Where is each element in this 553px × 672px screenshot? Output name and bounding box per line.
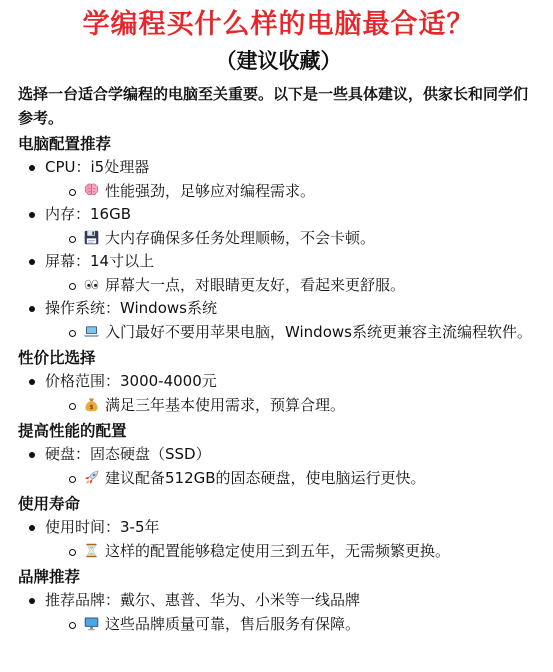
- bullet-dot-icon: [29, 452, 35, 458]
- section-heading: 性价比选择: [18, 349, 96, 367]
- sub-list-item: [69, 321, 539, 345]
- item-label: 推荐品牌：戴尔、惠普、华为、小米等一线品牌: [45, 591, 361, 609]
- money-bag-icon: [83, 396, 100, 413]
- sub-item-text: 入门最好不要用苹果电脑，Windows系统更兼容主流编程软件。: [105, 322, 532, 341]
- list-item: [29, 516, 539, 563]
- page-subtitle: （建议收藏）: [215, 49, 342, 73]
- sub-list: [45, 467, 539, 491]
- bullet-circle-icon: [69, 189, 76, 196]
- svg-text:$: $: [89, 403, 94, 411]
- bullet-circle-icon: [69, 549, 76, 556]
- desktop-computer-icon: [83, 615, 100, 632]
- list-item: [29, 297, 539, 344]
- hourglass-icon: [83, 542, 100, 559]
- sub-list: [45, 321, 539, 345]
- floppy-disk-icon: [83, 229, 100, 246]
- sub-list-item: [69, 613, 539, 637]
- item-label: 操作系统：Windows系统: [45, 299, 217, 317]
- bullet-dot-icon: [29, 379, 35, 385]
- brain-icon: [83, 182, 100, 199]
- bullet-dot-icon: [29, 165, 35, 171]
- sub-list: [45, 274, 539, 298]
- list-item: [29, 589, 539, 636]
- sub-item-text: 满足三年基本使用需求，预算合理。: [105, 395, 346, 414]
- sub-list: [45, 394, 539, 418]
- bullet-dot-icon: [29, 212, 35, 218]
- bullet-circle-icon: [69, 622, 76, 629]
- sub-list: [45, 540, 539, 564]
- bullet-circle-icon: [69, 283, 76, 290]
- section-heading: 使用寿命: [18, 495, 81, 513]
- section-list: [18, 156, 539, 344]
- section-list: [18, 516, 539, 563]
- bullet-circle-icon: [69, 236, 76, 243]
- list-item: [29, 370, 539, 417]
- bullet-dot-icon: [29, 259, 35, 265]
- bullet-dot-icon: [29, 306, 35, 312]
- section-list: [18, 443, 539, 490]
- section-heading: 提高性能的配置: [18, 422, 127, 440]
- sub-item-text: 这些品牌质量可靠，售后服务有保障。: [105, 614, 361, 633]
- sub-item-text: 建议配备512GB的固态硬盘，使电脑运行更快。: [105, 468, 426, 487]
- section-heading: 品牌推荐: [18, 568, 81, 586]
- sub-item-text: 性能强劲，足够应对编程需求。: [105, 181, 316, 200]
- sub-list-item: [69, 180, 539, 204]
- list-item: [29, 203, 539, 250]
- sub-list-item: [69, 540, 539, 564]
- sub-list-item: [69, 467, 539, 491]
- sections-container: [18, 132, 539, 636]
- bullet-circle-icon: [69, 330, 76, 337]
- list-item: [29, 250, 539, 297]
- bullet-circle-icon: [69, 476, 76, 483]
- sub-list-item: [69, 394, 539, 418]
- sub-item-text: 屏幕大一点，对眼睛更友好，看起来更舒服。: [105, 275, 406, 294]
- laptop-icon: [83, 323, 100, 340]
- item-label: 屏幕：14寸以上: [45, 252, 155, 270]
- list-item: [29, 156, 539, 203]
- rocket-icon: [83, 469, 100, 486]
- section-list: [18, 589, 539, 636]
- section-heading: 电脑配置推荐: [18, 135, 112, 153]
- intro-paragraph: 选择一台适合学编程的电脑至关重要。以下是一些具体建议，供家长和同学们参考。: [18, 85, 529, 127]
- sub-list-item: [69, 227, 539, 251]
- item-label: CPU：i5处理器: [45, 158, 150, 176]
- bullet-circle-icon: [69, 403, 76, 410]
- bullet-dot-icon: [29, 525, 35, 531]
- eyes-icon: [83, 276, 100, 293]
- sub-list: [45, 613, 539, 637]
- sub-list: [45, 180, 539, 204]
- item-label: 使用时间：3-5年: [45, 518, 160, 536]
- item-label: 内存：16GB: [45, 205, 132, 223]
- bullet-dot-icon: [29, 598, 35, 604]
- page-title: 学编程买什么样的电脑最合适？: [82, 9, 475, 40]
- item-label: 硬盘：固态硬盘（SSD）: [45, 445, 211, 463]
- item-label: 价格范围：3000-4000元: [45, 372, 217, 390]
- list-item: [29, 443, 539, 490]
- sub-list: [45, 227, 539, 251]
- sub-list-item: [69, 274, 539, 298]
- section-list: [18, 370, 539, 417]
- sub-item-text: 这样的配置能够稳定使用三到五年，无需频繁更换。: [105, 541, 451, 560]
- sub-item-text: 大内存确保多任务处理顺畅，不会卡顿。: [105, 228, 376, 247]
